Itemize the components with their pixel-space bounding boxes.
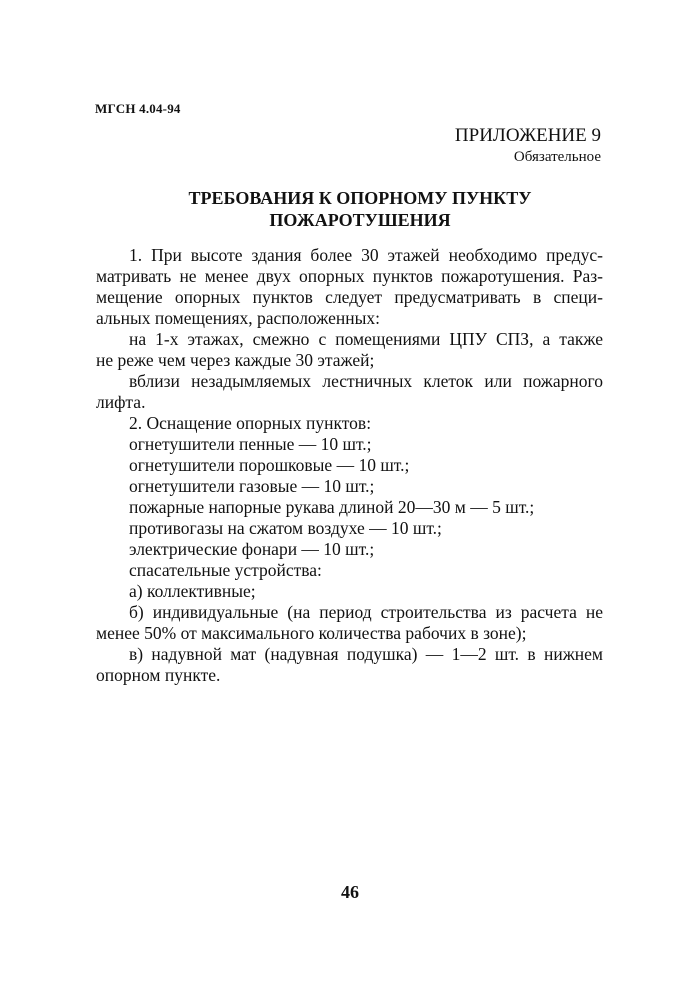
document-code: МГСН 4.04-94 — [95, 101, 181, 116]
text-line: менее 50% от максимального количества рабочих в зоне); — [96, 623, 527, 643]
text-line: огнетушители пенные — 10 шт.; — [129, 434, 372, 454]
text-line: не реже чем через каждые 30 этажей; — [96, 350, 375, 370]
text-line: мещение опорных пунктов следует предусматривать в специ- — [96, 287, 603, 307]
text-line: электрические фонари — 10 шт.; — [129, 539, 375, 559]
text-line: огнетушители газовые — 10 шт.; — [129, 476, 375, 496]
text-line: вблизи незадымляемых лестничных клеток или пожарного — [129, 371, 603, 391]
text-line: 1. При высоте здания более 30 этажей необходимо предус- — [129, 245, 603, 265]
text-line: огнетушители порошковые — 10 шт.; — [129, 455, 410, 475]
appendix-status: Обязательное — [513, 149, 601, 165]
page-number: 46 — [341, 882, 359, 902]
text-line: матривать не менее двух опорных пунктов пожаротушения. Раз- — [96, 266, 603, 286]
text-line: на 1-х этажах, смежно с помещениями ЦПУ СПЗ, а также — [129, 329, 603, 349]
text-line: спасательные устройства: — [129, 560, 322, 580]
text-line: лифта. — [96, 392, 146, 412]
text-line: альных помещениях, расположенных: — [96, 308, 380, 328]
text-line: противогазы на сжатом воздухе — 10 шт.; — [129, 518, 442, 538]
text-line: в) надувной мат (надувная подушка) — 1—2 шт. в нижнем — [129, 644, 603, 664]
text-line: 2. Оснащение опорных пунктов: — [129, 413, 372, 433]
title-line-1: ТРЕБОВАНИЯ К ОПОРНОМУ ПУНКТУ — [188, 188, 532, 208]
text-line: а) коллективные; — [129, 581, 256, 601]
appendix-heading — [455, 124, 601, 167]
title-line-2: ПОЖАРОТУШЕНИЯ — [269, 210, 451, 230]
appendix-label: ПРИЛОЖЕНИЕ 9 — [454, 125, 601, 146]
text-line: пожарные напорные рукава длиной 20—30 м — 5 шт.; — [129, 497, 535, 517]
text-line: опорном пункте. — [96, 665, 221, 685]
page-title — [150, 187, 570, 231]
text-line: б) индивидуальные (на период строительства из расчета не — [129, 602, 603, 622]
